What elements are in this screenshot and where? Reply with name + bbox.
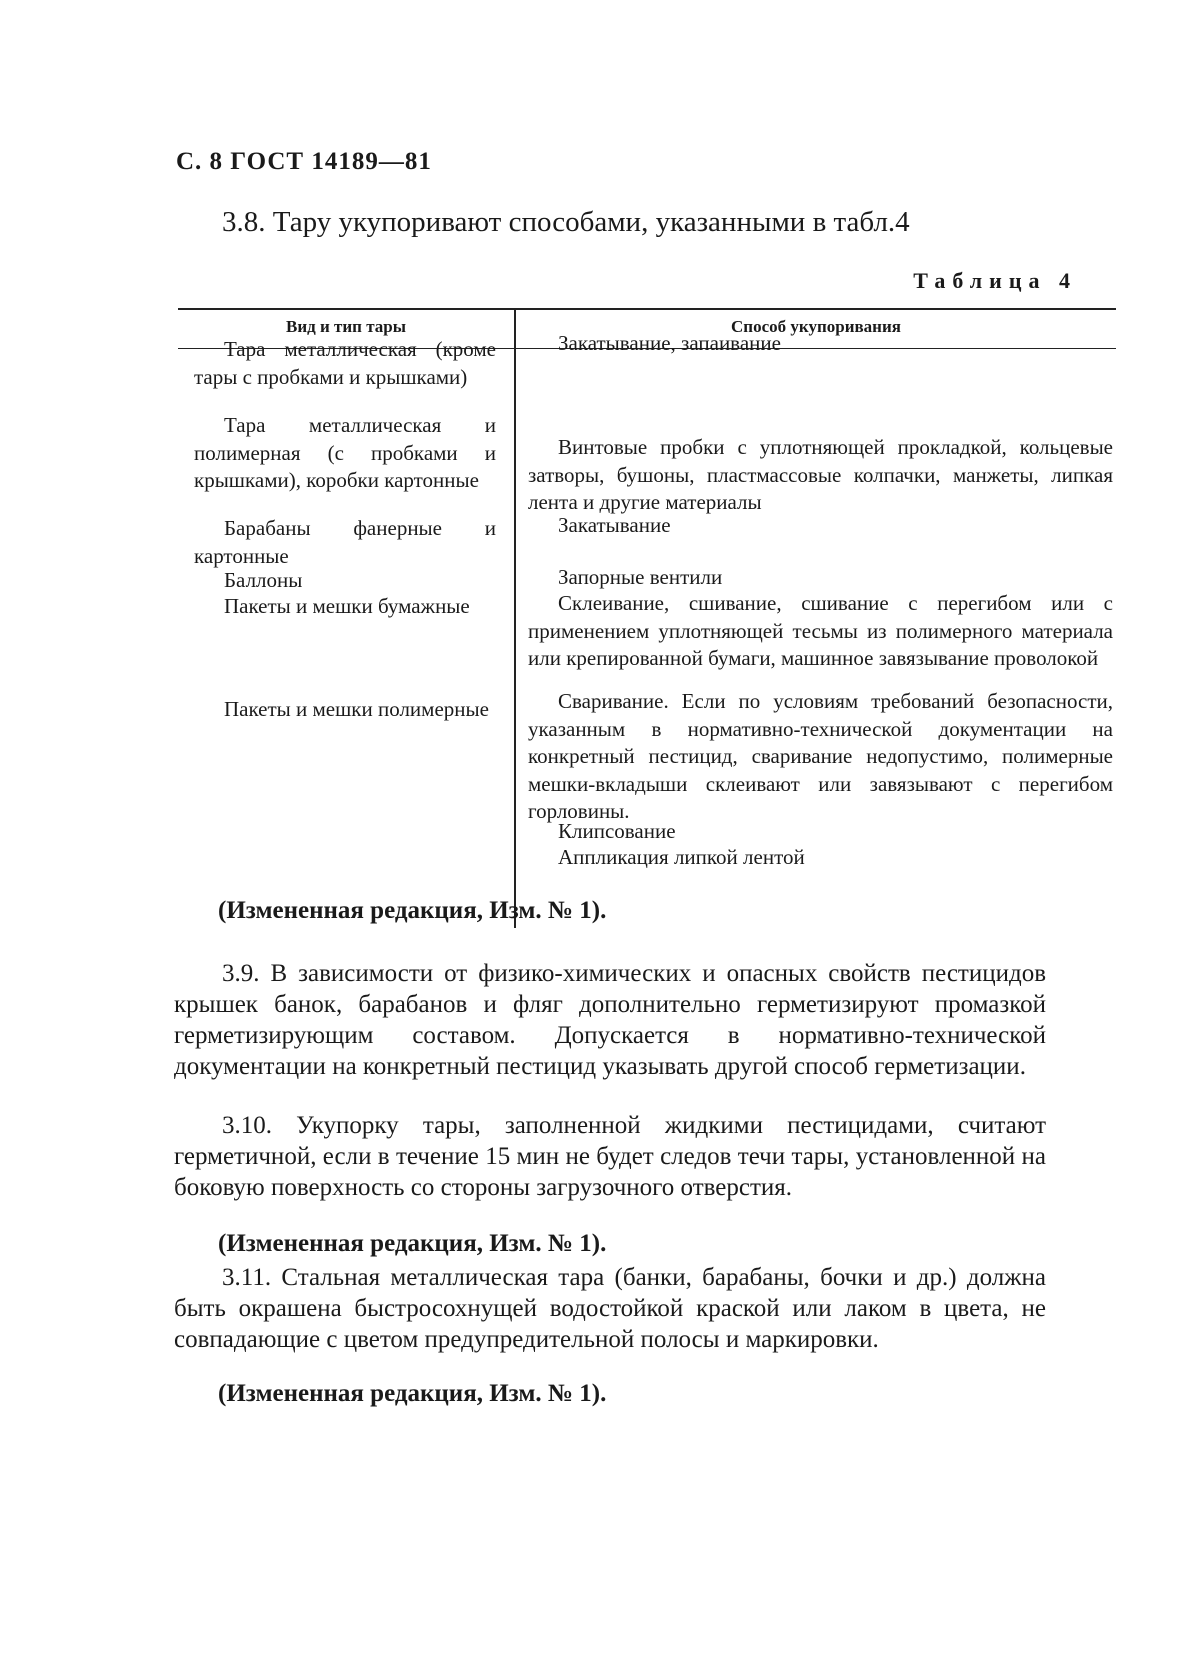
amendment-note-3: (Измененная редакция, Изм. № 1). (218, 1380, 607, 1407)
column-header-method: Способ укупоривания (731, 317, 901, 336)
column-header-type: Вид и тип тары (285, 317, 406, 336)
table-row-4-type: Баллоны (224, 568, 303, 592)
page-header: С. 8 ГОСТ 14189—81 (176, 148, 432, 175)
table-row-3-method: Закатывание (558, 513, 671, 537)
table-row-2-method: Винтовые пробки с уплотняющей прокладкой, кольцевые затворы, бушоны, пластмассовые колпачки, манжеты, липкая лента и другие материалы (528, 435, 1113, 514)
section-3-9: 3.9. В зависимости от физико-химических и опасных свойств пестицидов крышек банок, барабанов и фляг дополнительно герметизируют промазкой герметизирующим составом. Допускается в нормативно-технической документации на конкретный пестицид указывать другой способ герметизации. (174, 960, 1046, 1080)
table-row-5-method: Склеивание, сшивание, сшивание с перегибом или с применением уплотняющей тесьмы из полимерного материала или крепированной бумаги, машинное завязывание проволокой (528, 591, 1113, 670)
table-row-4-method: Запорные вентили (558, 565, 723, 589)
table-row-6-method-clip: Клипсование (558, 819, 676, 843)
packaging-table (178, 308, 1116, 928)
table-row-2-type: Тара металлическая и полимерная (с пробками и крышками), коробки картонные (194, 413, 496, 492)
table-row-1-type: Тара металлическая (кроме тары с пробками и крышками) (194, 337, 496, 389)
table-row-6-type: Пакеты и мешки полимерные (224, 697, 489, 721)
table-top-rule (178, 308, 1116, 310)
table-row-1-method: Закатывание, запаивание (558, 331, 781, 355)
section-3-10: 3.10. Укупорку тары, заполненной жидкими пестицидами, считают герметичной, если в течение 15 мин не будет следов течи тары, установленной на боковую поверхность со стороны загрузочного отверстия. (174, 1112, 1046, 1201)
table-row-6-method-tape: Аппликация липкой лентой (558, 845, 805, 869)
section-3-11: 3.11. Стальная металлическая тара (банки, барабаны, бочки и др.) должна быть окрашена быстросохнущей водостойкой краской или лаком в цвета, не совпадающие с цветом предупредительной полосы и маркировки. (174, 1264, 1046, 1353)
table-row-6-method: Сваривание. Если по условиям требований безопасности, указанным в нормативно-технической документации на конкретный пестицид, сваривание недопустимо, полимерные мешки-вкладыши склеивают или завязывают с перегибом горловины. (528, 689, 1113, 823)
section-3-8: 3.8. Тару укупоривают способами, указанными в табл.4 (222, 206, 910, 238)
amendment-note-2: (Измененная редакция, Изм. № 1). (218, 1230, 607, 1257)
table-row-3-type: Барабаны фанерные и картонные (194, 516, 496, 568)
table-row-5-type: Пакеты и мешки бумажные (224, 594, 470, 618)
table-column-divider (514, 308, 516, 928)
amendment-note-1: (Измененная редакция, Изм. № 1). (218, 897, 607, 924)
table-caption: Таблица 4 (913, 268, 1077, 293)
